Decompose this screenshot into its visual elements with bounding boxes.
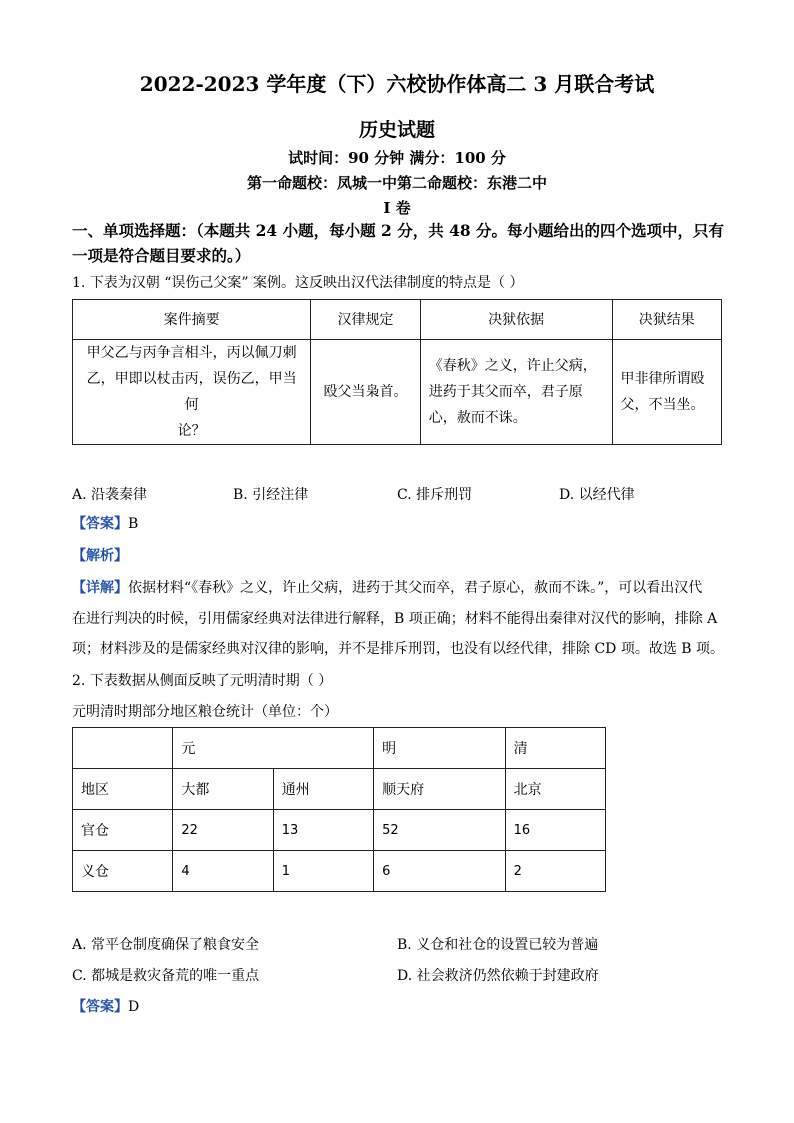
q2-region-dadu: 大都 [173, 769, 273, 810]
q1-detail-line-2: 在进行判决的时候，引用儒家经典对法律进行解释，B 项正确；材料不能得出秦律对汉代的影响，排除 A [72, 611, 718, 627]
q2-answer [72, 997, 139, 1017]
q2-option-c: C. 都城是救灾备荒的唯一重点 [72, 968, 260, 984]
q1-option-b: B. 引经注律 [233, 487, 309, 503]
q1-cell-result [612, 340, 721, 445]
q1-cell-summary [73, 340, 311, 445]
section-heading: 一、单项选择题：（本题共 24 小题，每小题 2 分，共 48 分。每小题给出的四个选项中，只有一项是符合题目要求的。） [72, 221, 725, 265]
q1-stem: 1. 下表为汉朝 “误伤己父案” 案例。这反映出汉代法律制度的特点是（ ） [72, 275, 524, 291]
q2-cell: 13 [273, 810, 373, 851]
q2-cell: 6 [374, 851, 505, 892]
q2-table-caption: 元明清时期部分地区粮仓统计（单位：个） [72, 704, 338, 720]
q2-row-label: 官仓 [73, 810, 173, 851]
q1-detail-label: 【详解】 [72, 580, 128, 596]
q1-result-line: 甲非律所谓殴 [620, 371, 705, 387]
q2-cell: 22 [173, 810, 273, 851]
q1-basis-line: 《春秋》之义，许止父病， [428, 358, 597, 374]
q2-row-label: 义仓 [73, 851, 173, 892]
q1-option-c: C. 排斥刑罚 [397, 487, 473, 503]
q2-region-tongzhou: 通州 [273, 769, 373, 810]
q2-cell: 2 [505, 851, 605, 892]
q1-basis-line: 进药于其父而卒，君子原 [428, 384, 583, 400]
q2-dynasty-qing: 清 [505, 728, 605, 769]
q1-header-basis: 决狱依据 [420, 300, 612, 340]
q2-cell: 4 [173, 851, 273, 892]
q1-detail-line-1 [72, 578, 702, 598]
q1-detail-text: 依据材料“《春秋》之义，许止父病，进药于其父而卒，君子原心，赦而不诛。”，可以看出汉代 [128, 580, 703, 596]
q1-summary-line: 乙，甲即以杖击丙，误伤乙，甲当何 [86, 371, 297, 413]
q2-cell: 16 [505, 810, 605, 851]
q1-basis-line: 心，赦而不诛。 [428, 410, 527, 426]
q1-header-law: 汉律规定 [311, 300, 420, 340]
q2-cell: 52 [374, 810, 505, 851]
table-row [73, 851, 606, 892]
q1-option-a: A. 沿袭秦律 [72, 487, 148, 503]
q1-case-table [72, 299, 722, 445]
q2-region-shuntian: 顺天府 [374, 769, 505, 810]
exam-subtitle: 历史试题 [358, 119, 435, 141]
q2-cell: 1 [273, 851, 373, 892]
q2-answer-value: D [128, 999, 140, 1015]
exam-time-info: 试时间：90 分钟 满分：100 分 [288, 149, 506, 167]
exam-title: 2022-2023 学年度（下）六校协作体高二 3 月联合考试 [139, 72, 655, 96]
q2-dynasty-yuan: 元 [173, 728, 374, 769]
q2-option-d: D. 社会救济仍然依赖于封建政府 [397, 968, 599, 984]
q1-summary-line: 甲父乙与丙争言相斗，丙以佩刀刺 [86, 345, 297, 361]
q1-result-line: 父，不当坐。 [620, 397, 705, 413]
q2-granary-table [72, 727, 606, 892]
q2-stem: 2. 下表数据从侧面反映了元明清时期（ ） [72, 673, 333, 689]
q2-option-a: A. 常平仓制度确保了粮食安全 [72, 937, 260, 953]
q1-summary-line: 论？ [177, 423, 206, 439]
q1-analysis-label: 【解析】 [72, 548, 128, 564]
q2-dynasty-ming: 明 [374, 728, 505, 769]
q2-answer-label: 【答案】 [72, 999, 128, 1015]
exam-volume: I 卷 [383, 199, 411, 217]
q1-detail-line-3: 项；材料涉及的是儒家经典对汉律的影响，并不是排斥刑罚，也没有以经代律，排除 CD 项。故选 B 项。 [72, 641, 725, 657]
q1-answer [72, 514, 138, 534]
q1-cell-basis [420, 340, 612, 445]
exam-schools: 第一命题校：凤城一中第二命题校：东港二中 [246, 174, 547, 192]
q1-answer-label: 【答案】 [72, 516, 128, 532]
q1-header-result: 决狱结果 [612, 300, 721, 340]
q1-header-summary: 案件摘要 [73, 300, 311, 340]
q2-region-beijing: 北京 [505, 769, 605, 810]
q1-cell-law: 殴父当枭首。 [311, 340, 420, 445]
q2-corner-cell [73, 728, 173, 769]
q2-option-b: B. 义仓和社仓的设置已较为普遍 [397, 937, 599, 953]
table-row [73, 810, 606, 851]
q1-option-d: D. 以经代律 [559, 487, 635, 503]
q1-answer-value: B [128, 516, 139, 532]
q2-region-label: 地区 [73, 769, 173, 810]
